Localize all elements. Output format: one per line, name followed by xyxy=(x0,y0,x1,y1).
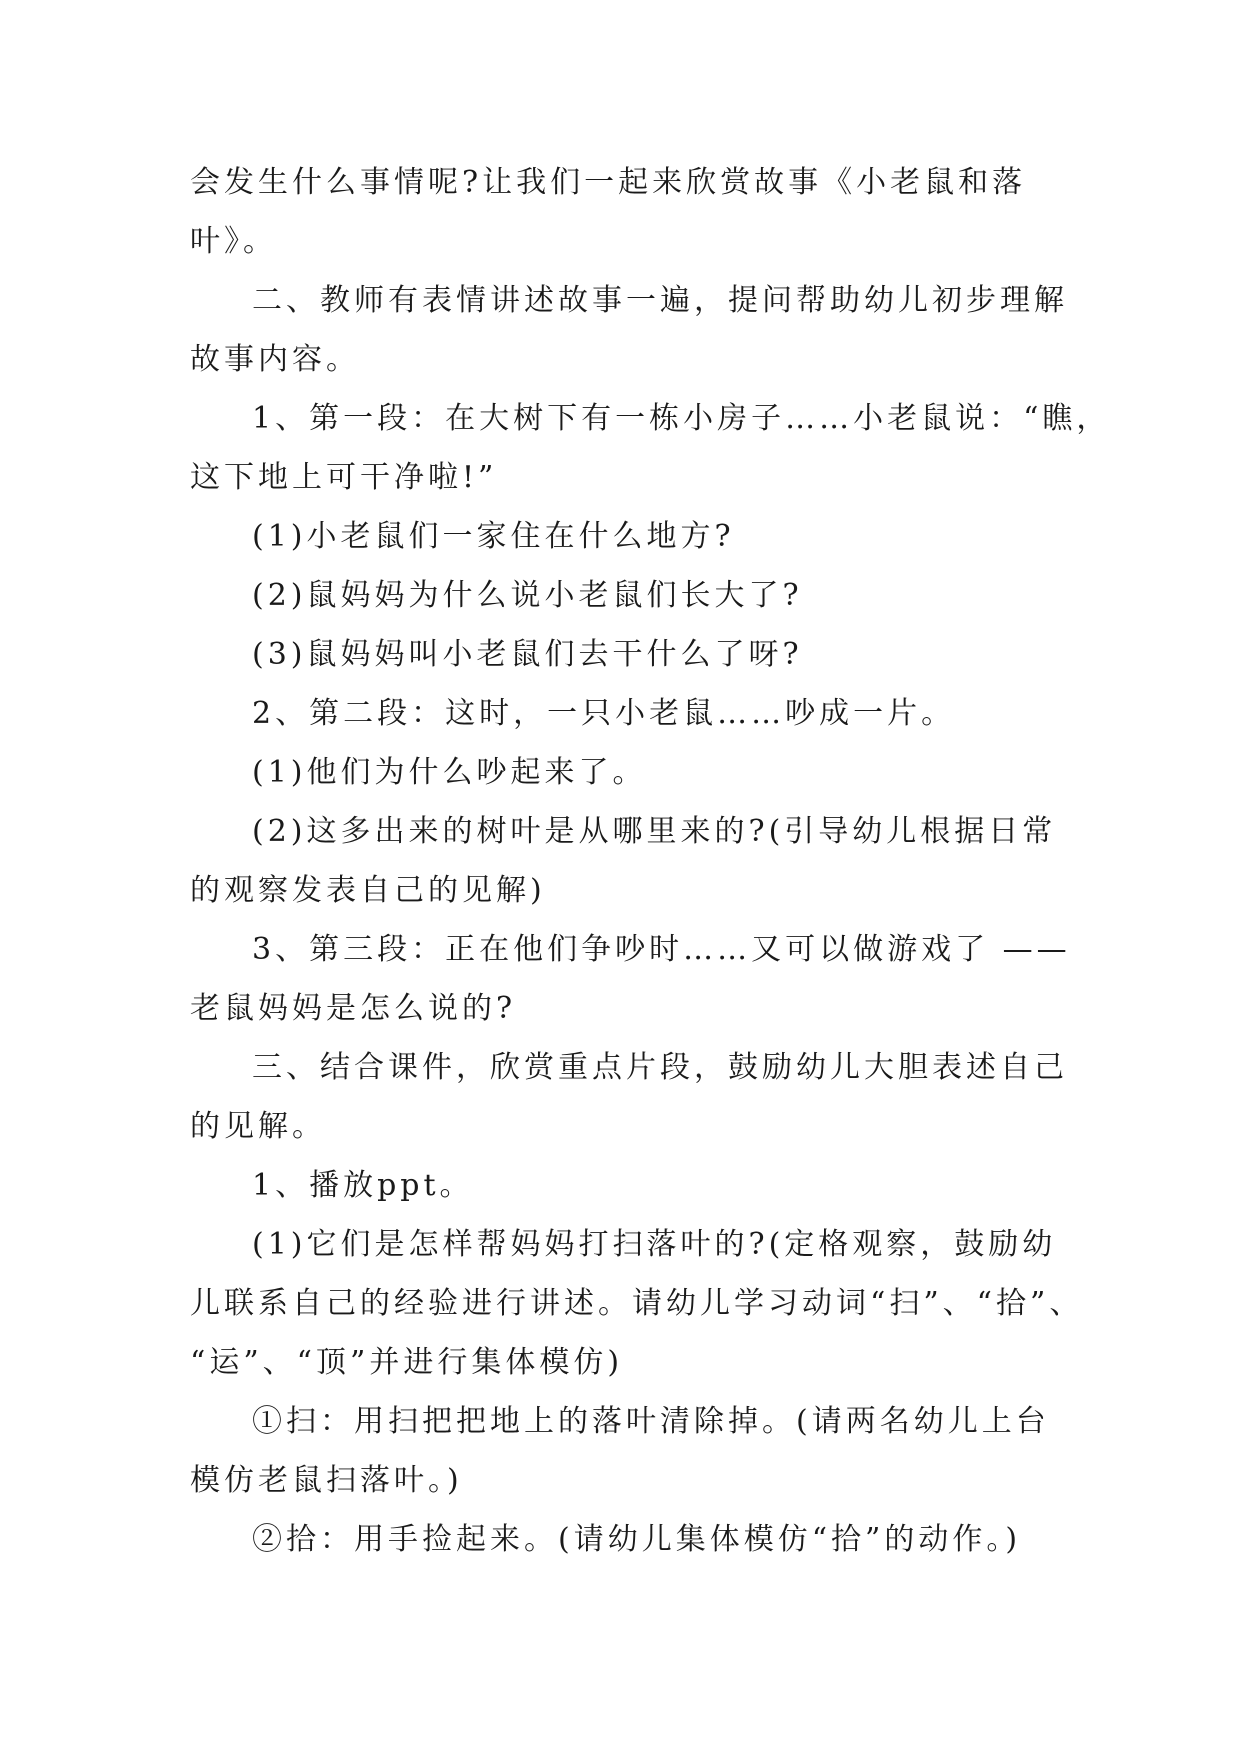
text-line: (3)鼠妈妈叫小老鼠们去干什么了呀? xyxy=(252,637,803,672)
text-line: “运”、“顶”并进行集体模仿) xyxy=(190,1345,624,1380)
text-line: (2)这多出来的树叶是从哪里来的?(引导幼儿根据日常 xyxy=(252,814,1057,849)
text-line: 故事内容。 xyxy=(190,342,360,377)
text-line: 模仿老鼠扫落叶。) xyxy=(190,1463,463,1498)
text-line: 二、教师有表情讲述故事一遍，提问帮助幼儿初步理解 xyxy=(252,283,1068,318)
text-line: (1)它们是怎样帮妈妈打扫落叶的?(定格观察，鼓励幼 xyxy=(252,1227,1057,1262)
text-line: 儿联系自己的经验进行讲述。请幼儿学习动词“扫”、“拾”、 xyxy=(190,1286,1084,1321)
text-line: (2)鼠妈妈为什么说小老鼠们长大了? xyxy=(252,578,803,613)
text-line: 会发生什么事情呢?让我们一起来欣赏故事《小老鼠和落 xyxy=(190,165,1027,200)
text-line: 1、第一段：在大树下有一栋小房子……小老鼠说：“瞧， xyxy=(252,401,1111,436)
text-line: 3、第三段：正在他们争吵时……又可以做游戏了 —— xyxy=(252,932,1071,967)
text-line: 这下地上可干净啦!” xyxy=(190,460,498,495)
text-line: (1)他们为什么吵起来了。 xyxy=(252,755,647,790)
text-line: 2、第二段：这时，一只小老鼠……吵成一片。 xyxy=(252,696,956,731)
text-line: 1、播放ppt。 xyxy=(252,1168,474,1203)
text-line: 叶》。 xyxy=(190,224,277,259)
text-line: 三、结合课件，欣赏重点片段，鼓励幼儿大胆表述自己 xyxy=(252,1050,1068,1085)
text-line: ①扫：用扫把把地上的落叶清除掉。(请两名幼儿上台 xyxy=(252,1404,1050,1439)
text-line: 老鼠妈妈是怎么说的? xyxy=(190,991,517,1026)
text-line: (1)小老鼠们一家住在什么地方? xyxy=(252,519,735,554)
text-line: 的见解。 xyxy=(190,1109,326,1144)
text-line: 的观察发表自己的见解) xyxy=(190,873,546,908)
text-line: ②拾：用手捡起来。(请幼儿集体模仿“拾”的动作。) xyxy=(252,1522,1022,1557)
